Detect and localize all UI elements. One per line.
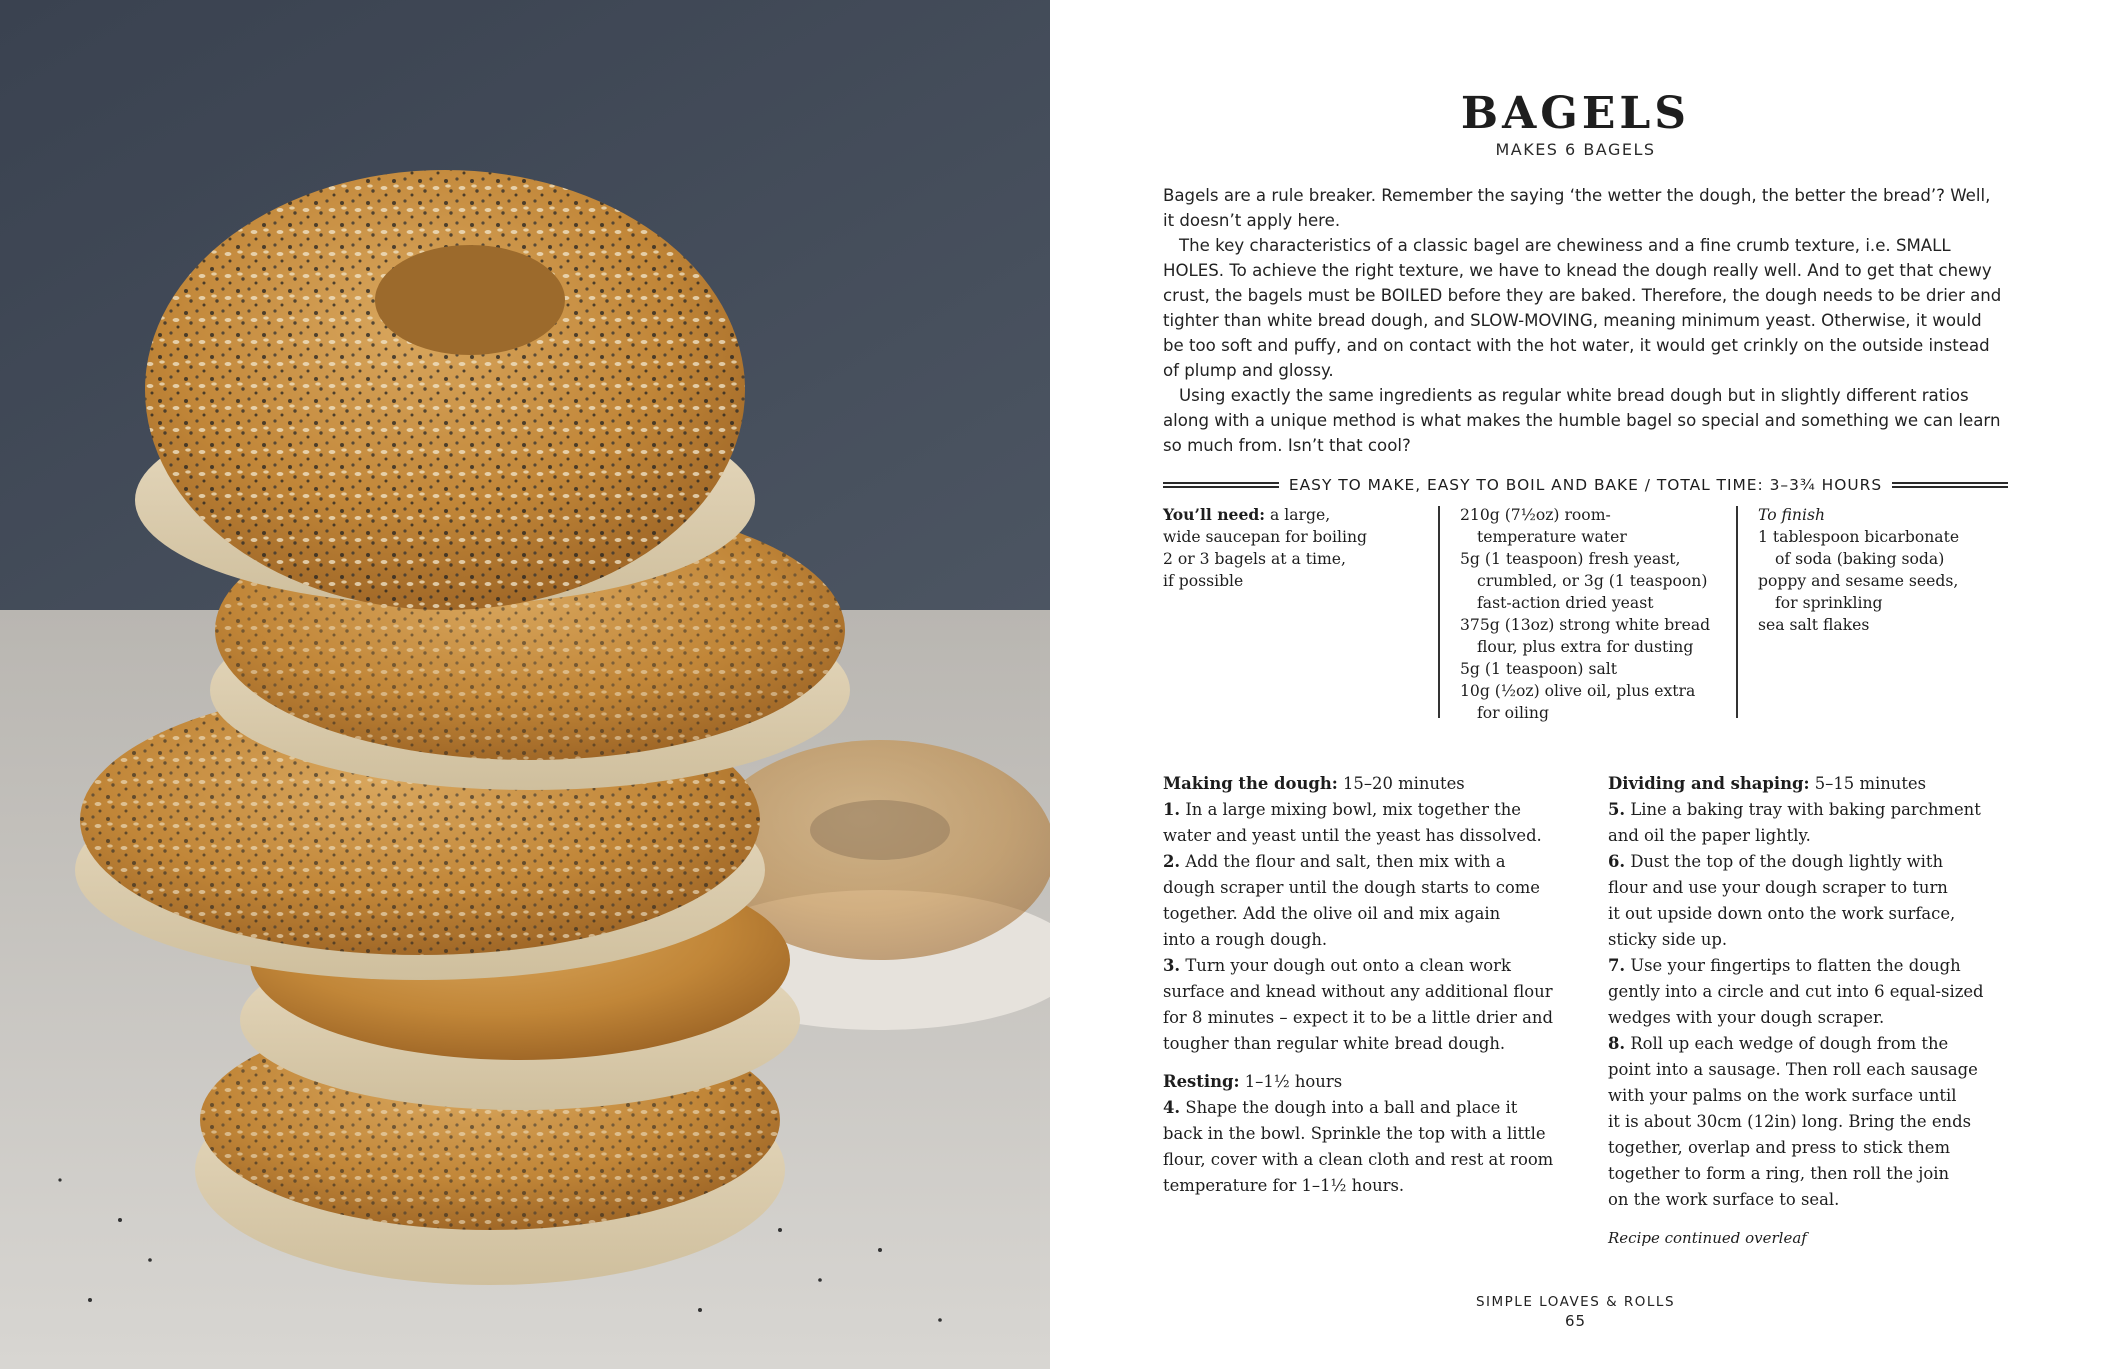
method-step-line [1608,1187,2028,1213]
recipe-yield: MAKES 6 BAGELS [1495,140,1656,159]
finish-column [1758,504,2008,636]
method-section-heading [1163,771,1563,797]
method-step-line [1163,849,1563,875]
equipment-line: wide saucepan for boiling [1163,528,1368,546]
method-section-heading [1163,1069,1563,1095]
intro-paragraph: The key characteristics of a classic bagel are chewiness and a fine crumb texture, i.e. SMALL HOLES. To achieve the right texture, we have to knead the dough really well. And to get that chewy crust, the bagels must be BOILED before they are baked. Therefore, the dough needs to be drier and tighter than white bread dough, and SLOW-MOVING, meaning minimum yeast. Otherwise, it would be too soft and puffy, and on contact with the hot water, it would get crinkly on the outside instead of plump and glossy. [1163,236,2002,380]
method-step-line [1608,1109,2028,1135]
method-step-number: 3. [1163,956,1181,975]
method-step-number: 8. [1608,1034,1626,1053]
bagels-photo [0,0,1050,1369]
method-step-text: and oil the paper lightly. [1608,826,1811,845]
method-section-label: Dividing and shaping: [1608,774,1810,793]
intro-paragraph: Using exactly the same ingredients as regular white bread dough but in slightly different ratios along with a unique method is what makes the humble bagel so special and something we can learn so much from. Isn’t that cool? [1163,386,2001,455]
method-step-text: Use your fingertips to flatten the dough [1625,956,1961,975]
method-step-number: 7. [1608,956,1626,975]
method-step-line [1163,1147,1563,1173]
finish-line: of soda (baking soda) [1775,550,1945,568]
method-step-text: water and yeast until the yeast has dissolved. [1163,826,1542,845]
method-step-line [1163,901,1563,927]
finish-line: 1 tablespoon bicarbonate [1758,528,1960,546]
method-step-text: together to form a ring, then roll the join [1608,1164,1950,1183]
method-step-text: for 8 minutes – expect it to be a little drier and [1163,1008,1553,1027]
method-section-time: 1–1½ hours [1239,1072,1343,1091]
method-step-text: Shape the dough into a ball and place it [1180,1098,1518,1117]
method-step-line [1608,797,2028,823]
method-step-text: sticky side up. [1608,930,1728,949]
intro-paragraph: Bagels are a rule breaker. Remember the saying ‘the wetter the dough, the better the bread’? Well, it doesn’t apply here. [1163,186,1991,230]
method-step-line [1163,875,1563,901]
method-step-text: In a large mixing bowl, mix together the [1180,800,1522,819]
method-step-text: it is about 30cm (12in) long. Bring the ends [1608,1112,1972,1131]
finish-label: To finish [1758,506,1826,524]
method-step-line [1163,1031,1563,1057]
recipe-page [1050,0,2101,1369]
method-step-line [1608,1161,2028,1187]
ingredient-line: 5g (1 teaspoon) fresh yeast, [1460,550,1681,568]
method-step-number: 1. [1163,800,1181,819]
method-section-label: Making the dough: [1163,774,1338,793]
ingredient-line: flour, plus extra for dusting [1477,638,1694,656]
method-step-text: back in the bowl. Sprinkle the top with a little [1163,1124,1546,1143]
ingredient-line: crumbled, or 3g (1 teaspoon) [1477,572,1708,590]
method-step-text: wedges with your dough scraper. [1608,1008,1885,1027]
method-step-line [1163,823,1563,849]
method-step-text: flour and use your dough scraper to turn [1608,878,1948,897]
footer-section-title: SIMPLE LOAVES & ROLLS [1475,1294,1676,1310]
method-section-time: 5–15 minutes [1809,774,1927,793]
banner-text: EASY TO MAKE, EASY TO BOIL AND BAKE / TOTAL TIME: 3–3¾ HOURS [1288,476,1883,494]
method-step-line [1608,823,2028,849]
method-step-line [1608,953,2028,979]
finish-line: poppy and sesame seeds, [1758,572,1959,590]
equipment-line: if possible [1163,572,1244,590]
method-column-left [1163,771,1563,1199]
method-step-line [1163,1173,1563,1199]
banner-rule-left [1163,482,1279,488]
method-step-text: point into a sausage. Then roll each sausage [1608,1060,1978,1079]
method-section-heading [1608,771,2028,797]
method-step-text: surface and knead without any additional flour [1163,982,1553,1001]
method-step-line [1608,1031,2028,1057]
method-step-line [1163,797,1563,823]
method-section-time: 15–20 minutes [1337,774,1465,793]
method-section-label: Resting: [1163,1072,1240,1091]
method-step-number: 2. [1163,852,1181,871]
page-number: 65 [1564,1312,1587,1330]
method-step-line [1163,979,1563,1005]
method-step-text: Add the flour and salt, then mix with a [1180,852,1506,871]
method-step-text: together. Add the olive oil and mix again [1163,904,1501,923]
finish-line: for sprinkling [1775,594,1883,612]
method-step-line [1163,953,1563,979]
method-step-number: 4. [1163,1098,1181,1117]
method-step-line [1163,927,1563,953]
method-step-text: together, overlap and press to stick them [1608,1138,1951,1157]
method-step-line [1608,849,2028,875]
method-step-line [1608,1083,2028,1109]
recipe-title: BAGELS [1460,88,1691,139]
method-step-text: Dust the top of the dough lightly with [1625,852,1944,871]
method-step-line [1608,979,2028,1005]
ingredient-line: 375g (13oz) strong white bread [1460,616,1711,634]
method-step-line [1163,1005,1563,1031]
method-step-line [1608,875,2028,901]
equipment-line: 2 or 3 bagels at a time, [1163,550,1346,568]
continued-note: Recipe continued overleaf [1608,1229,1807,1247]
method-step-text: gently into a circle and cut into 6 equal-sized [1608,982,1984,1001]
ingredient-line: for oiling [1477,704,1549,722]
equipment-line: You’ll need: a large, [1163,505,1331,524]
ingredients-column [1460,504,1750,724]
method-step-number: 6. [1608,852,1626,871]
method-step-text: Roll up each wedge of dough from the [1625,1034,1949,1053]
ingredient-line: 5g (1 teaspoon) salt [1460,660,1618,678]
method-step-number: 5. [1608,800,1626,819]
method-step-line [1608,927,2028,953]
method-step-text: with your palms on the work surface until [1608,1086,1957,1105]
method-step-line [1608,901,2028,927]
ingredient-line: fast-action dried yeast [1477,594,1654,612]
method-step-text: temperature for 1–1½ hours. [1163,1176,1405,1195]
method-step-line [1163,1095,1563,1121]
method-step-line [1608,1057,2028,1083]
method-step-line [1608,1005,2028,1031]
method-step-text: Turn your dough out onto a clean work [1180,956,1511,975]
method-step-text: tougher than regular white bread dough. [1163,1034,1506,1053]
method-step-text: dough scraper until the dough starts to come [1163,878,1541,897]
ingredient-line: temperature water [1477,528,1627,546]
method-column-right [1608,771,2028,1251]
finish-line: sea salt flakes [1758,616,1870,634]
method-step-text: on the work surface to seal. [1608,1190,1840,1209]
method-step-text: into a rough dough. [1163,930,1328,949]
method-step-text: Line a baking tray with baking parchment [1625,800,1981,819]
method-step-line [1608,1135,2028,1161]
equipment-label: You’ll need: [1163,505,1266,524]
recipe-banner [1163,473,2008,497]
recipe-intro [1163,183,2003,458]
method-step-line [1163,1121,1563,1147]
equipment-column [1163,504,1433,592]
method-step-text: it out upside down onto the work surface, [1608,904,1956,923]
banner-rule-right [1892,482,2008,488]
column-divider [1736,506,1738,718]
method-step-text: flour, cover with a clean cloth and rest at room [1163,1150,1554,1169]
column-divider [1438,506,1440,718]
ingredient-line: 10g (½oz) olive oil, plus extra [1460,682,1696,700]
ingredient-line: 210g (7½oz) room- [1460,506,1611,524]
